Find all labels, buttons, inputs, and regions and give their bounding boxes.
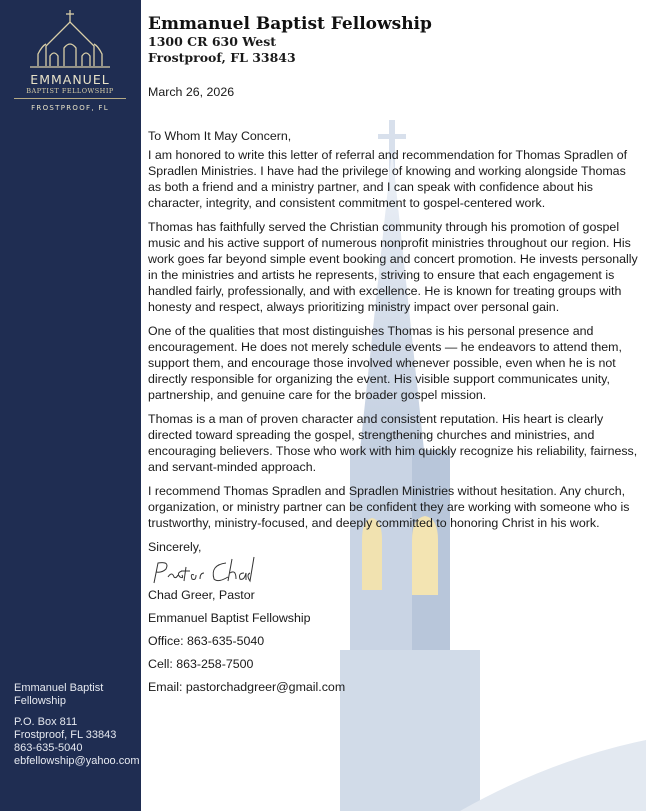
letter-date: March 26, 2026 [148,85,235,99]
church-building-icon [30,8,110,70]
signer-name: Chad Greer, Pastor [148,588,255,602]
sidebar-org-name-2: Fellowship [14,695,66,707]
paragraph: I am honored to write this letter of referral and recommendation for Thomas Spradlen of Spradlen Ministries. I have had the privilege of knowing and working alongside Thomas as both a friend and a ministry partner, and I can speak with confidence about his character, integrity, and consistent commitment to gospel-centered work. [148,148,628,210]
logo-text-baptist-fellowship: BAPTIST FELLOWSHIP [14,87,126,99]
signer-office-phone: Office: 863-635-5040 [148,634,265,648]
letterhead-address-1: 1300 CR 630 West [148,34,277,49]
paragraph: Thomas has faithfully served the Christian community through his promotion of gospel music and his active support of numerous nonprofit ministries throughout our region. His work goes far beyond simple event booking and concert promotion. He invests personally in the ministries and artists he represents, striving to ensure that each engagement is handled fairly, professionally, and with excellence. He is known for treating groups with honesty and respect, always prioritizing ministry impact over personal gain. [148,220,638,314]
signer-cell-phone: Cell: 863-258-7500 [148,657,254,671]
letterhead-org-name: Emmanuel Baptist Fellowship [148,14,432,34]
logo-text-location: FROSTPROOF, FL [31,104,109,112]
sidebar-org-name: Emmanuel Baptist [14,682,104,694]
signer-org: Emmanuel Baptist Fellowship [148,611,311,625]
letterhead-address-2: Frostproof, FL 33843 [148,50,296,65]
sidebar-city: Frostproof, FL 33843 [14,729,117,741]
paragraph: I recommend Thomas Spradlen and Spradlen Ministries without hesitation. Any church, organization, or ministry partner can be confident they are working with someone who is trustworthy, ministry-focused, and deeply committed to honoring Christ in his work. [148,484,630,530]
letter-body [148,14,638,702]
signer-email: Email: pastorchadgreer@gmail.com [148,680,346,694]
salutation: To Whom It May Concern, [148,129,292,143]
logo-text-emmanuel: EMMANUEL [30,72,110,87]
sidebar [0,0,141,811]
sidebar-phone: 863-635-5040 [14,742,83,754]
handwritten-signature [148,555,258,587]
closing: Sincerely, [148,540,202,554]
paragraph: Thomas is a man of proven character and consistent reputation. His heart is clearly directed toward spreading the gospel, strengthening churches and ministries, and encouraging believers. Those who work with him quickly recognize his reliability, fairness, and servant-minded approach. [148,412,638,474]
sidebar-contact [14,682,140,776]
sidebar-po-box: P.O. Box 811 [14,716,78,728]
church-logo [14,8,126,112]
signature [148,555,638,587]
sidebar-email: ebfellowship@yahoo.com [14,755,140,767]
paragraph: One of the qualities that most distinguishes Thomas is his personal presence and encouragement. He does not merely schedule events — he endeavors to attend them, support them, and encourage those involved whenever possible, even when he is not directly responsible for organizing the event. His visible support communicates unity, partnership, and genuine care for the broader gospel mission. [148,324,622,402]
